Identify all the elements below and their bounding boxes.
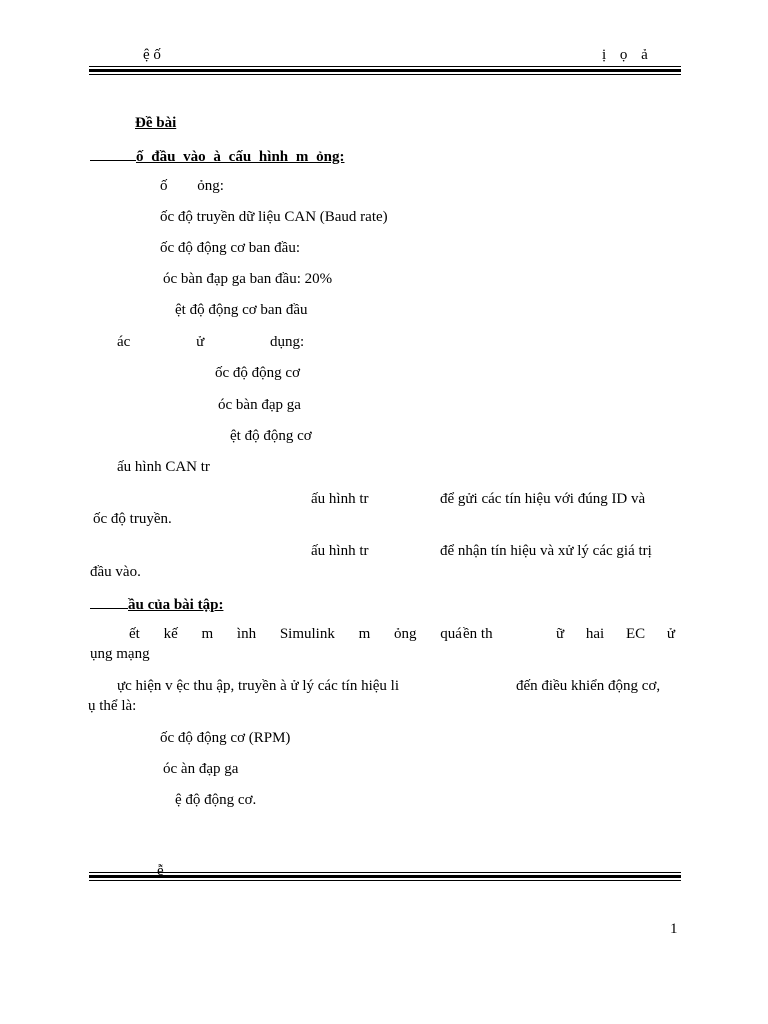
section1-line-1: ố ỏng: bbox=[160, 178, 224, 194]
section1-line-3: ốc độ động cơ ban đầu: bbox=[160, 240, 300, 256]
section2-p1-c: ữ hai EC ử bbox=[556, 626, 676, 642]
signal-3: ệt độ động cơ bbox=[230, 428, 312, 444]
para2-part-a: ấu hình tr bbox=[311, 543, 369, 559]
header-rule-thin bbox=[89, 66, 681, 67]
section2-p2-b: đến điều khiển động cơ, bbox=[516, 678, 661, 694]
para1-part-c: ốc độ truyền. bbox=[93, 511, 172, 527]
section1-heading: ố đầu vào à cấu hình m ỏng: bbox=[90, 146, 344, 166]
para2-part-b: để nhận tín hiệu và xử lý các giá trị bbox=[440, 543, 652, 559]
footer-left: ễ bbox=[157, 863, 164, 879]
para2-part-c: đầu vào. bbox=[90, 564, 141, 580]
header-left: ệ ố bbox=[143, 47, 161, 63]
section2-item-3: ệ độ động cơ. bbox=[175, 792, 257, 808]
footer-rule-thin-bottom bbox=[89, 880, 681, 881]
signal-1: ốc độ động cơ bbox=[215, 365, 300, 381]
can-config: ấu hình CAN tr bbox=[117, 459, 210, 475]
page-title: Đề bài bbox=[135, 115, 177, 131]
section2-item-2: óc àn đạp ga bbox=[163, 761, 239, 777]
section1-line-5: ệt độ động cơ ban đầu bbox=[175, 302, 308, 318]
signal-2: óc bàn đạp ga bbox=[218, 397, 301, 413]
section2-p2-a: ực hiện v ệc thu ập, truyền à ử lý các tín hiệu li bbox=[117, 678, 399, 694]
section2-p1-d: ụng mạng bbox=[90, 646, 150, 662]
page-number: 1 bbox=[670, 921, 678, 937]
signals-intro: ác ử dụng: bbox=[117, 334, 305, 350]
footer-rule-thick bbox=[89, 875, 681, 878]
para1-part-b: để gửi các tín hiệu với đúng ID và bbox=[440, 491, 646, 507]
section1-line-2: ốc độ truyền dữ liệu CAN (Baud rate) bbox=[160, 209, 388, 225]
heading-underline-lead bbox=[90, 146, 136, 161]
heading-underline-lead bbox=[90, 594, 128, 609]
footer-rule-thin bbox=[89, 872, 681, 873]
para1-part-a: ấu hình tr bbox=[311, 491, 369, 507]
section1-line-4: óc bàn đạp ga ban đầu: 20% bbox=[163, 271, 333, 287]
section2-heading: ầu của bài tập: bbox=[90, 594, 223, 614]
header-rule-thin-bottom bbox=[89, 74, 681, 75]
section2-item-1: ốc độ động cơ (RPM) bbox=[160, 730, 291, 746]
header-right: ị ọ ả bbox=[602, 47, 648, 63]
section2-p2-c: ụ thể là: bbox=[88, 698, 137, 714]
header-rule-thick bbox=[89, 69, 681, 72]
section2-p1-b: ền th bbox=[463, 626, 493, 642]
section2-p1-a: ết kế m ình Simulink m ỏng quá bbox=[129, 626, 462, 642]
